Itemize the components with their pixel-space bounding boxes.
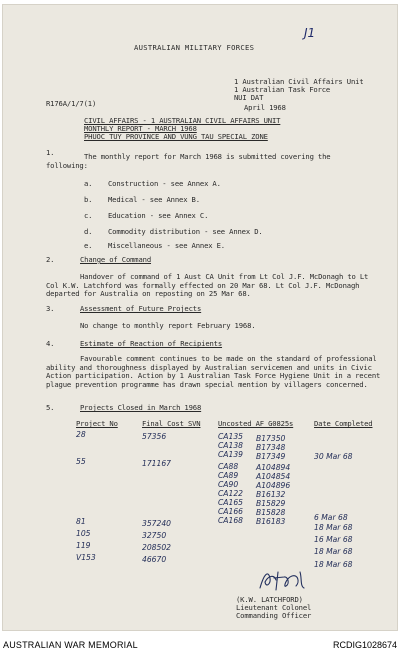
annex-item-a-text: Construction - see Annex A. — [108, 179, 221, 188]
table-row-1-cost: 57356 — [142, 432, 167, 441]
table-row-4-cost: 32750 — [142, 531, 167, 540]
table-row-3-date: 18 Mar 68 — [314, 523, 353, 532]
subject-line-3: PHUOC TUY PROVINCE AND VUNG TAU SPECIAL ZONE — [84, 132, 268, 141]
subject-line-2: MONTHLY REPORT - MARCH 1968 — [84, 124, 197, 133]
table-row-2-g0825-3: A104896 — [256, 481, 291, 490]
table-row-6-project: V153 — [76, 553, 96, 562]
para4-number: 4. — [46, 339, 55, 348]
annex-item-e-letter: e. — [84, 241, 93, 250]
table-row-2-g0825-6: B15828 — [256, 508, 286, 517]
table-row-3-project: 81 — [76, 517, 86, 526]
para2-number: 2. — [46, 255, 55, 264]
para3-text: No change to monthly report February 1968. — [80, 321, 256, 330]
table-row-5-date: 18 Mar 68 — [314, 547, 353, 556]
table-row-2-project: 55 — [76, 457, 86, 466]
para1-text: The monthly report for March 1968 is submitted covering the following: — [46, 152, 331, 170]
table-header-g0825: Uncosted AF G0825s — [218, 419, 294, 428]
address-line-2: 1 Australian Task Force — [234, 85, 331, 94]
table-row-2-date: 6 Mar 68 — [314, 513, 348, 522]
table-row-2-code-2: CA89 — [218, 471, 239, 480]
para2-text: Handover of command of 1 Aust CA Unit from Lt Col J.F. McDonagh to Lt Col K.W. Latchford was formally effected on 20 Mar 68. Lt Col J.F. McDonagh departed for Australia on reposting on 25 Mar 68. — [46, 272, 369, 299]
annex-item-e-text: Miscellaneous - see Annex E. — [108, 241, 225, 250]
handwritten-reference: J1 — [304, 26, 316, 40]
signature-image — [256, 564, 316, 594]
footer-record-id: RCDIG1028674 — [332, 640, 397, 650]
footer-institution: AUSTRALIAN WAR MEMORIAL — [3, 640, 138, 650]
para2-heading: Change of Command — [80, 255, 152, 264]
table-row-2-code-1: CA88 — [218, 462, 239, 471]
annex-item-d-letter: d. — [84, 227, 93, 236]
annex-item-b-text: Medical - see Annex B. — [108, 195, 200, 204]
table-header-cost: Final Cost SVN — [142, 419, 201, 428]
para4-heading: Estimate of Reaction of Recipients — [80, 339, 223, 348]
address-line-3: NUI DAT — [234, 93, 264, 102]
document-header-title: AUSTRALIAN MILITARY FORCES — [134, 43, 255, 52]
table-row-2-g0825-2: A104854 — [256, 472, 291, 481]
signatory-role: Commanding Officer — [236, 611, 312, 620]
table-row-5-project: 119 — [76, 541, 91, 550]
para3-heading: Assessment of Future Projects — [80, 304, 202, 313]
table-row-6-date: 18 Mar 68 — [314, 560, 353, 569]
document-date: April 1968 — [244, 103, 286, 112]
signatory-rank: Lieutenant Colonel — [236, 603, 312, 612]
para5-number: 5. — [46, 403, 55, 412]
table-row-1-g0825-1: B17350 — [256, 434, 286, 443]
annex-item-b-letter: b. — [84, 195, 93, 204]
table-row-2-g0825-5: B15829 — [256, 499, 286, 508]
para5-heading: Projects Closed in March 1968 — [80, 403, 202, 412]
table-row-2-code-6: CA166 — [218, 507, 243, 516]
annex-item-c-text: Education - see Annex C. — [108, 211, 209, 220]
address-line-1: 1 Australian Civil Affairs Unit — [234, 77, 364, 86]
table-row-2-cost: 171167 — [142, 459, 171, 468]
table-row-3-cost: 357240 — [142, 519, 171, 528]
table-row-1-g0825-2: B17348 — [256, 443, 286, 452]
table-row-6-cost: 46670 — [142, 555, 167, 564]
table-row-4-date: 16 Mar 68 — [314, 535, 353, 544]
para1-number: 1. — [46, 148, 55, 157]
annex-item-d-text: Commodity distribution - see Annex D. — [108, 227, 263, 236]
table-row-1-project: 28 — [76, 430, 86, 439]
annex-item-c-letter: c. — [84, 211, 93, 220]
para3-number: 3. — [46, 304, 55, 313]
file-reference: R176A/1/7(1) — [46, 99, 97, 108]
table-row-2-code-4: CA122 — [218, 489, 243, 498]
table-row-2-g0825-4: B16132 — [256, 490, 286, 499]
table-header-project: Project No — [76, 419, 118, 428]
table-header-date: Date Completed — [314, 419, 373, 428]
table-row-1-code-3: CA139 — [218, 450, 243, 459]
table-row-2-code-7: CA168 — [218, 516, 243, 525]
table-row-2-code-5: CA165 — [218, 498, 243, 507]
table-row-1-date: 30 Mar 68 — [314, 452, 353, 461]
annex-item-a-letter: a. — [84, 179, 93, 188]
para4-text: Favourable comment continues to be made on the standard of professional ability and thoroughness displayed by Australian servicemen and units in Civic Action participation. Action by 1 Australian Task Force Hygiene Unit in a recent plague prevention programme has drawn special mention by villagers concerned. — [46, 354, 381, 389]
table-row-2-g0825-1: A104894 — [256, 463, 291, 472]
signatory-name: (K.W. LATCHFORD) — [236, 595, 303, 604]
subject-line-1: CIVIL AFFAIRS - 1 AUSTRALIAN CIVIL AFFAIRS UNIT — [84, 116, 281, 125]
table-row-1-code-2: CA138 — [218, 441, 243, 450]
table-row-1-g0825-3: B17349 — [256, 452, 286, 461]
table-row-2-code-3: CA90 — [218, 480, 239, 489]
table-row-4-project: 105 — [76, 529, 91, 538]
archive-footer — [0, 635, 401, 654]
table-row-5-cost: 208502 — [142, 543, 171, 552]
table-row-1-code-1: CA135 — [218, 432, 243, 441]
table-row-2-g0825-7: B16183 — [256, 517, 286, 526]
